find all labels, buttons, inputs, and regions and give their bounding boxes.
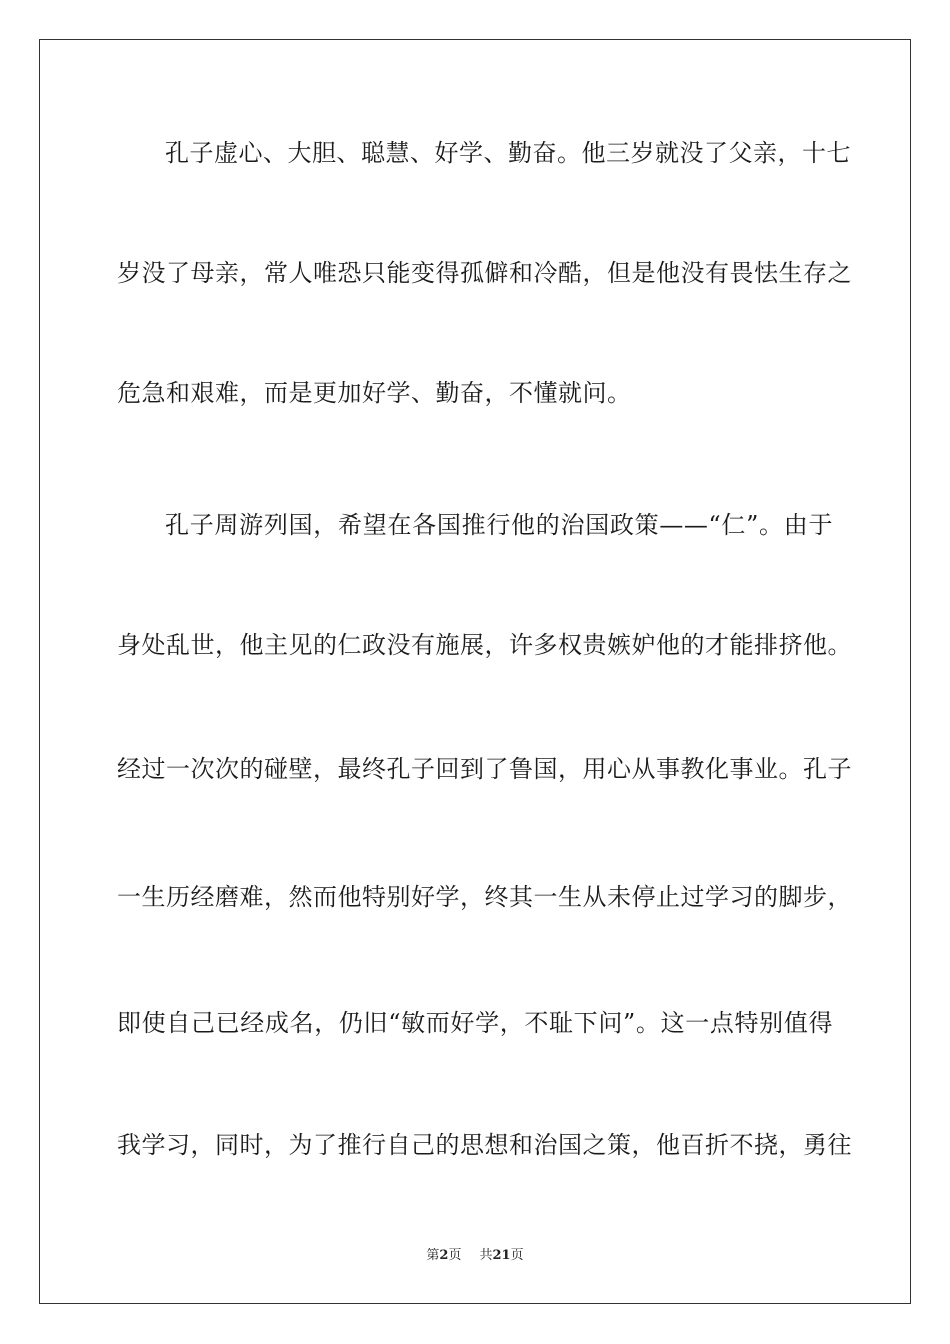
paragraph-2-line-4: 一生历经磨难，然而他特别好学，终其一生从未停止过学习的脚步， [117, 883, 852, 911]
paragraph-2-line-6: 我学习，同时，为了推行自己的思想和治国之策，他百折不挠，勇往 [117, 1131, 852, 1159]
page-suffix: 页 [448, 1248, 462, 1263]
total-pages: 21 [492, 1248, 511, 1263]
paragraph-2-line-1: 孔子周游列国，希望在各国推行他的治国政策——“仁”。由于 [165, 511, 833, 539]
paragraph-2-line-3: 经过一次次的碰壁，最终孔子回到了鲁国，用心从事教化事业。孔子 [117, 755, 852, 783]
page-border [39, 39, 911, 1304]
paragraph-1-line-2: 岁没了母亲，常人唯恐只能变得孤僻和冷酷，但是他没有畏怯生存之 [117, 259, 852, 287]
total-prefix: 共 [479, 1248, 493, 1263]
paragraph-2-line-2: 身处乱世，他主见的仁政没有施展，许多权贵嫉妒他的才能排挤他。 [117, 631, 852, 659]
paragraph-2-line-5: 即使自己已经成名，仍旧“敏而好学，不耻下问”。这一点特别值得 [117, 1009, 833, 1037]
page-number: 2 [439, 1248, 449, 1263]
total-suffix: 页 [510, 1248, 524, 1263]
page-prefix: 第 [426, 1248, 440, 1263]
page-footer [0, 1247, 950, 1265]
paragraph-1-line-1: 孔子虚心、大胆、聪慧、好学、勤奋。他三岁就没了父亲，十七 [165, 139, 851, 167]
paragraph-1-line-3: 危急和艰难，而是更加好学、勤奋，不懂就问。 [117, 379, 632, 407]
